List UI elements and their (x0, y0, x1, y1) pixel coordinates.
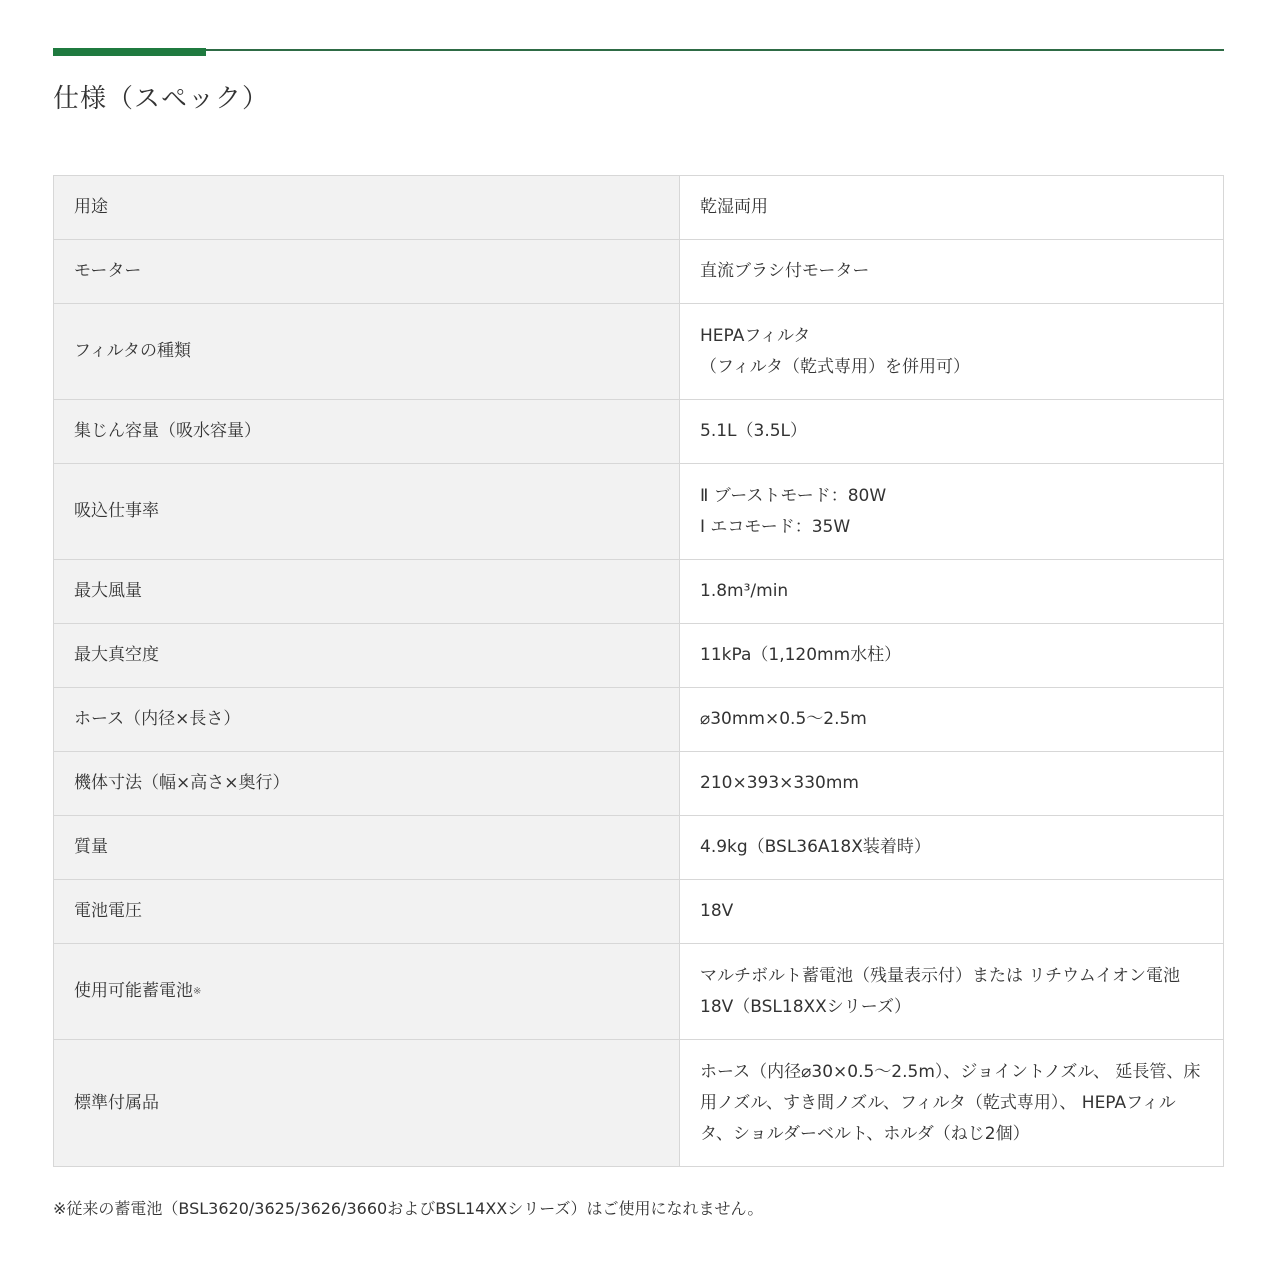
spec-value: 5.1L（3.5L） (680, 400, 1224, 464)
note-mark: ※ (193, 986, 202, 997)
spec-label-text: 使用可能蓄電池 (74, 981, 193, 1001)
footnote: ※従来の蓄電池（BSL3620/3625/3626/3660およびBSL14XXシリーズ）はご使用になれません。 (53, 1199, 764, 1218)
page-title: 仕様（スペック） (53, 84, 270, 114)
spec-value: 直流ブラシ付モーター (680, 240, 1224, 304)
spec-table (53, 175, 1224, 1167)
spec-label: 電池電圧 (54, 880, 680, 944)
spec-label: 最大真空度 (54, 624, 680, 688)
spec-label: 標準付属品 (54, 1040, 680, 1167)
spec-label: 吸込仕事率 (54, 464, 680, 560)
spec-label: フィルタの種類 (54, 304, 680, 400)
table-row (54, 880, 1224, 944)
section-divider (53, 49, 1224, 51)
table-row (54, 560, 1224, 624)
spec-value: ⌀30mm×0.5～2.5m (680, 688, 1224, 752)
table-row (54, 304, 1224, 400)
spec-value: 4.9kg（BSL36A18X装着時） (680, 816, 1224, 880)
spec-label: 機体寸法（幅×高さ×奥行） (54, 752, 680, 816)
spec-value: ホース（内径⌀30×0.5～2.5m）、ジョイントノズル、 延長管、床 用ノズル、すき間ノズル、フィルタ（乾式専用）、 HEPAフィル タ、ショルダーベルト、ホルダ（ねじ2個） (680, 1040, 1224, 1167)
table-row (54, 464, 1224, 560)
table-row (54, 400, 1224, 464)
table-row (54, 752, 1224, 816)
spec-value: マルチボルト蓄電池（残量表示付）または リチウムイオン電池 18V（BSL18XXシリーズ） (680, 944, 1224, 1040)
spec-value: 210×393×330mm (680, 752, 1224, 816)
table-row (54, 624, 1224, 688)
table-row (54, 944, 1224, 1040)
spec-value: HEPAフィルタ （フィルタ（乾式専用）を併用可） (680, 304, 1224, 400)
spec-label: 用途 (54, 176, 680, 240)
spec-value: 1.8m³/min (680, 560, 1224, 624)
spec-value: 11kPa（1,120mm水柱） (680, 624, 1224, 688)
table-row (54, 816, 1224, 880)
spec-value: 18V (680, 880, 1224, 944)
spec-label: ホース（内径×長さ） (54, 688, 680, 752)
table-row (54, 240, 1224, 304)
spec-label: 集じん容量（吸水容量） (54, 400, 680, 464)
spec-label: モーター (54, 240, 680, 304)
table-row (54, 176, 1224, 240)
spec-label: 質量 (54, 816, 680, 880)
spec-value: 乾湿両用 (680, 176, 1224, 240)
spec-label-with-note (54, 944, 680, 1040)
section-divider-accent (53, 48, 206, 56)
spec-label: 最大風量 (54, 560, 680, 624)
table-row (54, 688, 1224, 752)
spec-value: Ⅱ ブーストモード：80W Ⅰ エコモード：35W (680, 464, 1224, 560)
table-row (54, 1040, 1224, 1167)
